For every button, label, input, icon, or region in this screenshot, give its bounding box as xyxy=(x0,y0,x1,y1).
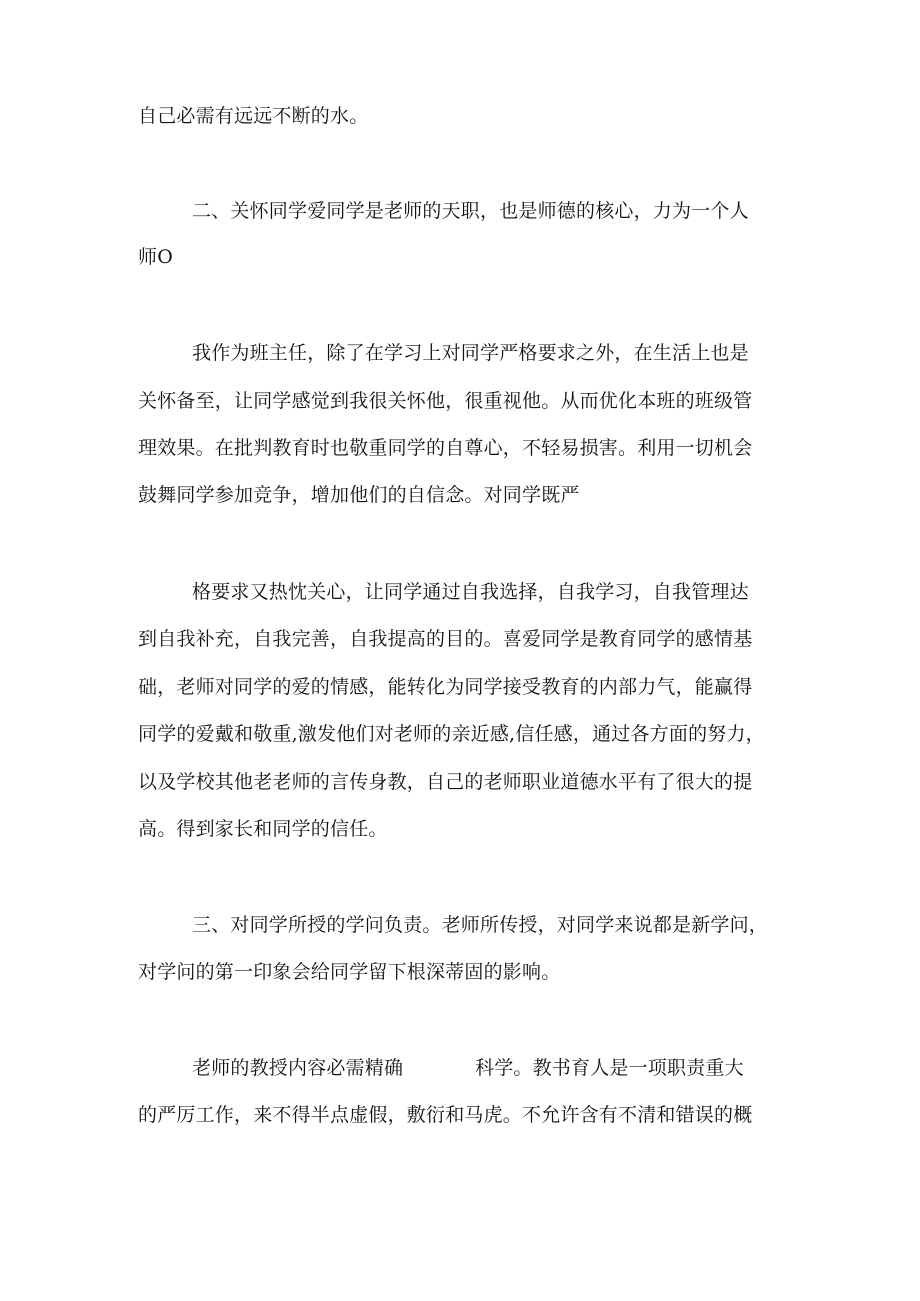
text-line: 自己必需有远远不断的水。 xyxy=(138,105,369,127)
section-heading: 三、对同学所授的学问负责。老师所传授，对同学来说都是新学问， xyxy=(192,914,769,936)
section-heading: 二、关怀同学爱同学是老师的天职，也是师德的核心，力为一个人 xyxy=(192,200,749,222)
text-line: 同学的爱戴和敬重,激发他们对老师的亲近感,信任感，通过各方面的努力， xyxy=(138,723,765,745)
text-line: 对学问的第一印象会给同学留下根深蒂固的影响。 xyxy=(138,961,561,983)
paragraph-line: 我作为班主任，除了在学习上对同学严格要求之外，在生活上也是 xyxy=(192,342,749,364)
text-line: 高。得到家长和同学的信任。 xyxy=(138,818,388,840)
text-line: 以及学校其他老老师的言传身教，自己的老师职业道德水平有了很大的提 xyxy=(138,771,753,793)
text-line: 鼓舞同学参加竞争，增加他们的自信念。对同学既严 xyxy=(138,484,580,506)
text-line: 理效果。在批判教育时也敬重同学的自尊心，不轻易损害。利用一切机会 xyxy=(138,437,753,459)
text-line-continuation: 科学。教书育人是一项职责重大 xyxy=(475,1057,744,1079)
text-line: 师O xyxy=(138,246,173,268)
text-line: 关怀备至，让同学感觉到我很关怀他，很重视他。从而优化本班的班级管 xyxy=(138,390,753,412)
paragraph-line: 格要求又热忱关心，让同学通过自我选择，自我学习，自我管理达 xyxy=(192,581,749,603)
text-line: 础，老师对同学的爱的情感，能转化为同学接受教育的内部力气，能赢得 xyxy=(138,676,753,698)
paragraph-line: 老师的教授内容必需精确 xyxy=(192,1057,404,1079)
text-line: 的严厉工作，来不得半点虚假，敷衍和马虎。不允许含有不清和错误的概 xyxy=(138,1104,753,1126)
text-line: 到自我补充，自我完善，自我提高的目的。喜爱同学是教育同学的感情基 xyxy=(138,628,753,650)
